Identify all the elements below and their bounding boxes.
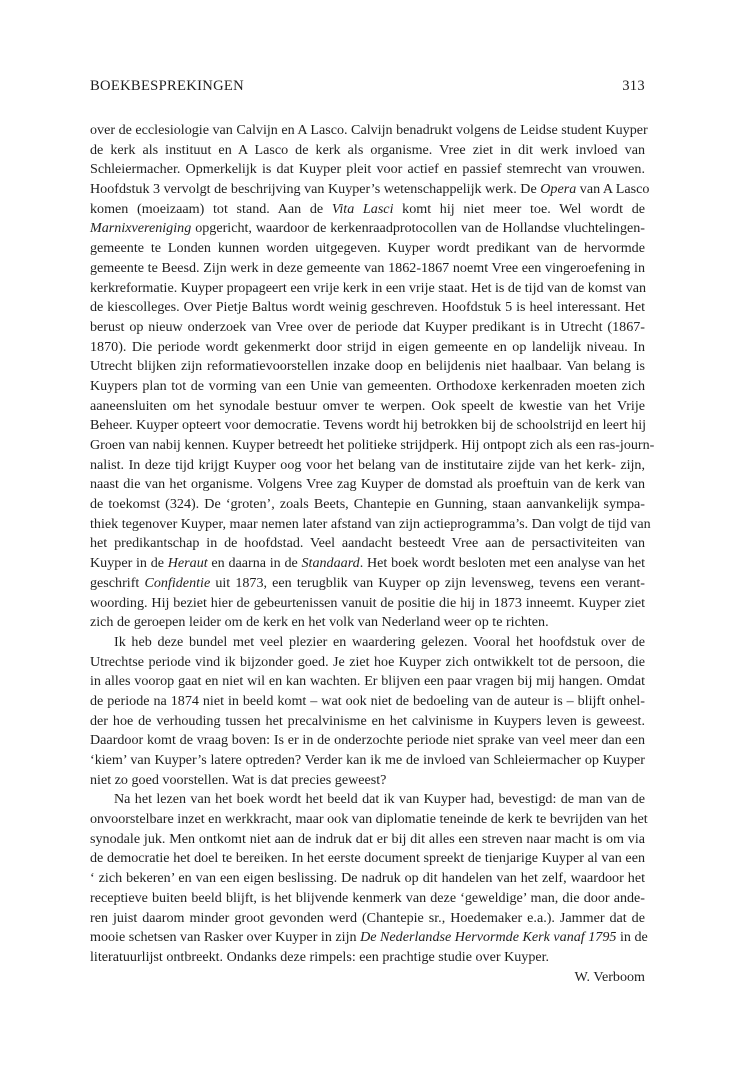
- text-run: naast die van het organisme. Volgens Vree zag Kuyper de domstad als proeftuin van de kerk van: [90, 476, 645, 493]
- text-run: geschrift: [90, 574, 145, 591]
- italic-title: Opera: [540, 181, 577, 198]
- text-run: synodale juk. Men ontkomt niet aan de indruk dat er bij dit alles een streven naar macht is om via: [90, 830, 645, 847]
- signature: W. Verboom: [574, 968, 645, 985]
- text-line: [90, 416, 645, 436]
- paragraph: [90, 121, 655, 633]
- text-line: [90, 436, 655, 456]
- text-run: de kerk als instituut en A Lasco de kerk als organisme. Vree ziet in dit werk invloed van: [90, 141, 645, 158]
- text-run: en daarna in de: [207, 555, 302, 572]
- text-line: [90, 889, 645, 909]
- text-line: [90, 909, 645, 929]
- italic-title: De Nederlandse Hervormde Kerk vanaf 1795: [360, 929, 617, 946]
- text-line: [90, 357, 645, 377]
- text-line: [90, 475, 645, 495]
- text-line: [90, 377, 645, 397]
- text-run: kerkreformatie. Kuyper propageert een vrije kerk in een vrije staat. Het is de tijd van de komst van: [90, 279, 647, 296]
- text-run: gemeente te Londen kunnen worden uitgegeven. Kuyper wordt predikant van de hervormde: [90, 240, 645, 257]
- text-run: Kuypers plan tot de vorming van een Unie van gemeenten. Orthodoxe kerkenraden moeten zich: [90, 377, 645, 394]
- text-run: niet zo goed voorstellen. Wat is dat precies geweest?: [90, 771, 387, 788]
- text-line: [90, 298, 645, 318]
- text-line: [90, 810, 648, 830]
- text-line: [90, 279, 645, 299]
- text-line: [90, 849, 645, 869]
- text-line: [90, 259, 645, 279]
- text-line: [90, 456, 645, 476]
- text-line: [90, 692, 645, 712]
- text-run: opgericht, waardoor de kerkenraadprotocollen van de Hollandse vluchtelingen-: [191, 220, 645, 237]
- text-run: thiek tegenover Kuyper, maar nemen later afstand van zijn actieprogramma’s. Dan volgt de tijd van: [90, 515, 651, 532]
- text-run: Daardoor komt de vraag boven: Is er in de onderzochte periode niet sprake van veel meer dan een: [90, 732, 645, 749]
- italic-title: Vita Lasci: [331, 200, 394, 217]
- text-line: [90, 771, 645, 791]
- text-run: mooie schetsen van Rasker over Kuyper in zijn: [90, 929, 361, 946]
- text-line: [90, 554, 645, 574]
- text-run: over de ecclesiologie van Calvijn en A Lasco. Calvijn benadrukt volgens de Leidse student Kuyper: [90, 122, 648, 138]
- text-line: [90, 141, 645, 161]
- text-line: [90, 121, 648, 141]
- text-run: aaneensluiten om het synodale bestuur omver te werpen. Ook speelt de kwestie van het Vrije: [90, 397, 645, 414]
- text-line: [90, 869, 645, 889]
- italic-title: Heraut: [167, 555, 208, 572]
- text-line: [90, 574, 645, 594]
- text-line: [90, 160, 645, 180]
- text-run: Kuyper in de: [90, 555, 168, 572]
- text-run: in alles voorop gaat en niet wil en kan wachten. Er blijven een paar vragen bij mij hangen. Omdat: [90, 673, 645, 690]
- paragraph: [90, 790, 648, 967]
- text-run: ‘kiem’ van Kuyper’s latere optreden? Verder kan ik me de invloed van Schleiermacher op Kuyper: [90, 752, 645, 768]
- text-line: [90, 731, 645, 751]
- text-line: [90, 613, 645, 633]
- text-run: komt hij niet meer toe. Wel wordt de: [393, 200, 645, 217]
- text-run: Na het lezen van het boek wordt het beeld dat ik van Kuyper had, bevestigd: de man van de: [114, 791, 645, 808]
- text-line: [90, 397, 645, 417]
- text-line: [90, 948, 645, 968]
- text-line: [90, 633, 645, 653]
- text-run: receptieve buiten beeld blijft, is het blijvende kenmerk van deze ‘geweldige’ man, die door ande-: [90, 889, 645, 906]
- text-run: gemeente te Beesd. Zijn werk in deze gemeente van 1862-1867 noemt Vree een vingeroefening in: [90, 259, 645, 276]
- text-line: [90, 495, 645, 515]
- text-line: [90, 338, 645, 358]
- document-page: [90, 0, 655, 1068]
- text-run: Schleiermacher. Opmerkelijk is dat Kuyper pleit voor actief en passief stemrecht van vrouwen.: [90, 161, 645, 178]
- running-title: BOEKBESPREKINGEN: [90, 78, 244, 94]
- text-line: [90, 751, 645, 771]
- italic-title: Confidentie: [144, 574, 211, 591]
- text-run: de periode na 1874 niet in beeld komt – wat ook niet de bedoeling van de auteur is – blijft onhel-: [90, 692, 645, 709]
- text-run: Groen van nabij kennen. Kuyper betreedt het politieke strijdperk. Hij ontpopt zich als een ras-journ-: [90, 437, 655, 453]
- text-run: ren juist daarom minder groot gevonden werd (Chantepie sr., Hoedemaker e.a.). Jammer dat de: [90, 909, 645, 926]
- text-run: 1870). Die periode wordt gekenmerkt door strijd in eigen gemeente en op landelijk niveau. In: [90, 338, 645, 355]
- text-run: de toekomst (324). De ‘groten’, zoals Beets, Chantepie en Gunning, staan aanvankelijk sympa-: [90, 496, 645, 513]
- text-line: [90, 672, 645, 692]
- text-run: Ik heb deze bundel met veel plezier en waardering gelezen. Vooral het hoofdstuk over de: [114, 633, 645, 650]
- text-run: uit 1873, een terugblik van Kuyper op zijn levensweg, tevens een verant-: [210, 574, 645, 591]
- text-run: de kiescolleges. Over Pietje Baltus wordt weinig geschreven. Hoofdstuk 5 is heel interessant. Het: [90, 299, 645, 316]
- text-run: Hoofdstuk 3 vervolgt de beschrijving van Kuyper’s wetenschappelijk werk. De: [90, 181, 541, 198]
- text-run: de democratie het doel te bereiken. In het eerste document spreekt de tienjarige Kuyper al van een: [90, 850, 645, 867]
- text-run: het predikantschap in de hoofdstad. Veel aandacht besteedt Vree aan de persactiviteiten van: [90, 535, 645, 552]
- text-line: [90, 219, 645, 239]
- text-line: [90, 712, 645, 732]
- text-line: [90, 180, 650, 200]
- text-run: berust op nieuw onderzoek van Vree over de periode dat Kuyper predikant is in Utrecht (1867-: [90, 318, 645, 335]
- review-body: [90, 121, 655, 987]
- text-line: [90, 515, 651, 535]
- text-line: [90, 594, 645, 614]
- running-header: [90, 78, 645, 98]
- text-run: der hoe de verhouding tussen het precalvinisme en het calvinisme in Kuypers leven is geweest.: [90, 712, 645, 729]
- text-run: woording. Hij beziet hier de gebeurtenissen vanuit de positie die hij in 1873 inneemt. Kuyper ziet: [90, 594, 645, 611]
- text-run: Beheer. Kuyper opteert voor democratie. Tevens wordt hij betrokken bij de schoolstrijd en leert hij: [90, 417, 647, 434]
- text-run: literatuurlijst ontbreekt. Ondanks deze rimpels: een prachtige studie over Kuyper.: [90, 948, 550, 965]
- text-run: Utrecht blijken zijn reformatievoorstellen inzake doop en belijdenis niet haalbaar. Van belang is: [90, 358, 645, 375]
- text-line: [90, 239, 645, 259]
- text-line: [90, 318, 645, 338]
- text-run: . Het boek wordt besloten met een analyse van het: [359, 555, 645, 572]
- text-line: [90, 790, 645, 810]
- text-run: komen (moeizaam) tot stand. Aan de: [90, 200, 332, 217]
- text-run: van A Lasco: [576, 181, 650, 198]
- page-number: 313: [622, 78, 645, 94]
- text-line: [90, 928, 648, 948]
- text-run: nalist. In deze tijd krijgt Kuyper oog voor het belang van de institutaire zijde van het kerk- zijn,: [90, 456, 645, 473]
- text-line: [90, 830, 645, 850]
- italic-title: Standaard: [301, 555, 360, 572]
- text-line: [90, 653, 645, 673]
- text-run: zich de geroepen leider om de kerk en het volk van Nederland weer op te richten.: [90, 614, 549, 631]
- text-run: in de: [616, 929, 648, 946]
- text-line: [90, 534, 645, 554]
- text-line: [90, 200, 645, 220]
- text-run: onvoorstelbare inzet en werkkracht, maar ook van diplomatie teneinde de kerk te bevrijden van het: [90, 811, 648, 828]
- text-run: Utrechtse periode vind ik bijzonder goed. Je ziet hoe Kuyper zich ontwikkelt tot de persoon, die: [90, 653, 645, 670]
- paragraph: [90, 633, 645, 791]
- italic-title: Marnixvereniging: [90, 220, 192, 237]
- text-run: ‘ zich bekeren’ en van een eigen beslissing. De nadruk op dit handelen van het zelf, waardoor het: [90, 870, 645, 887]
